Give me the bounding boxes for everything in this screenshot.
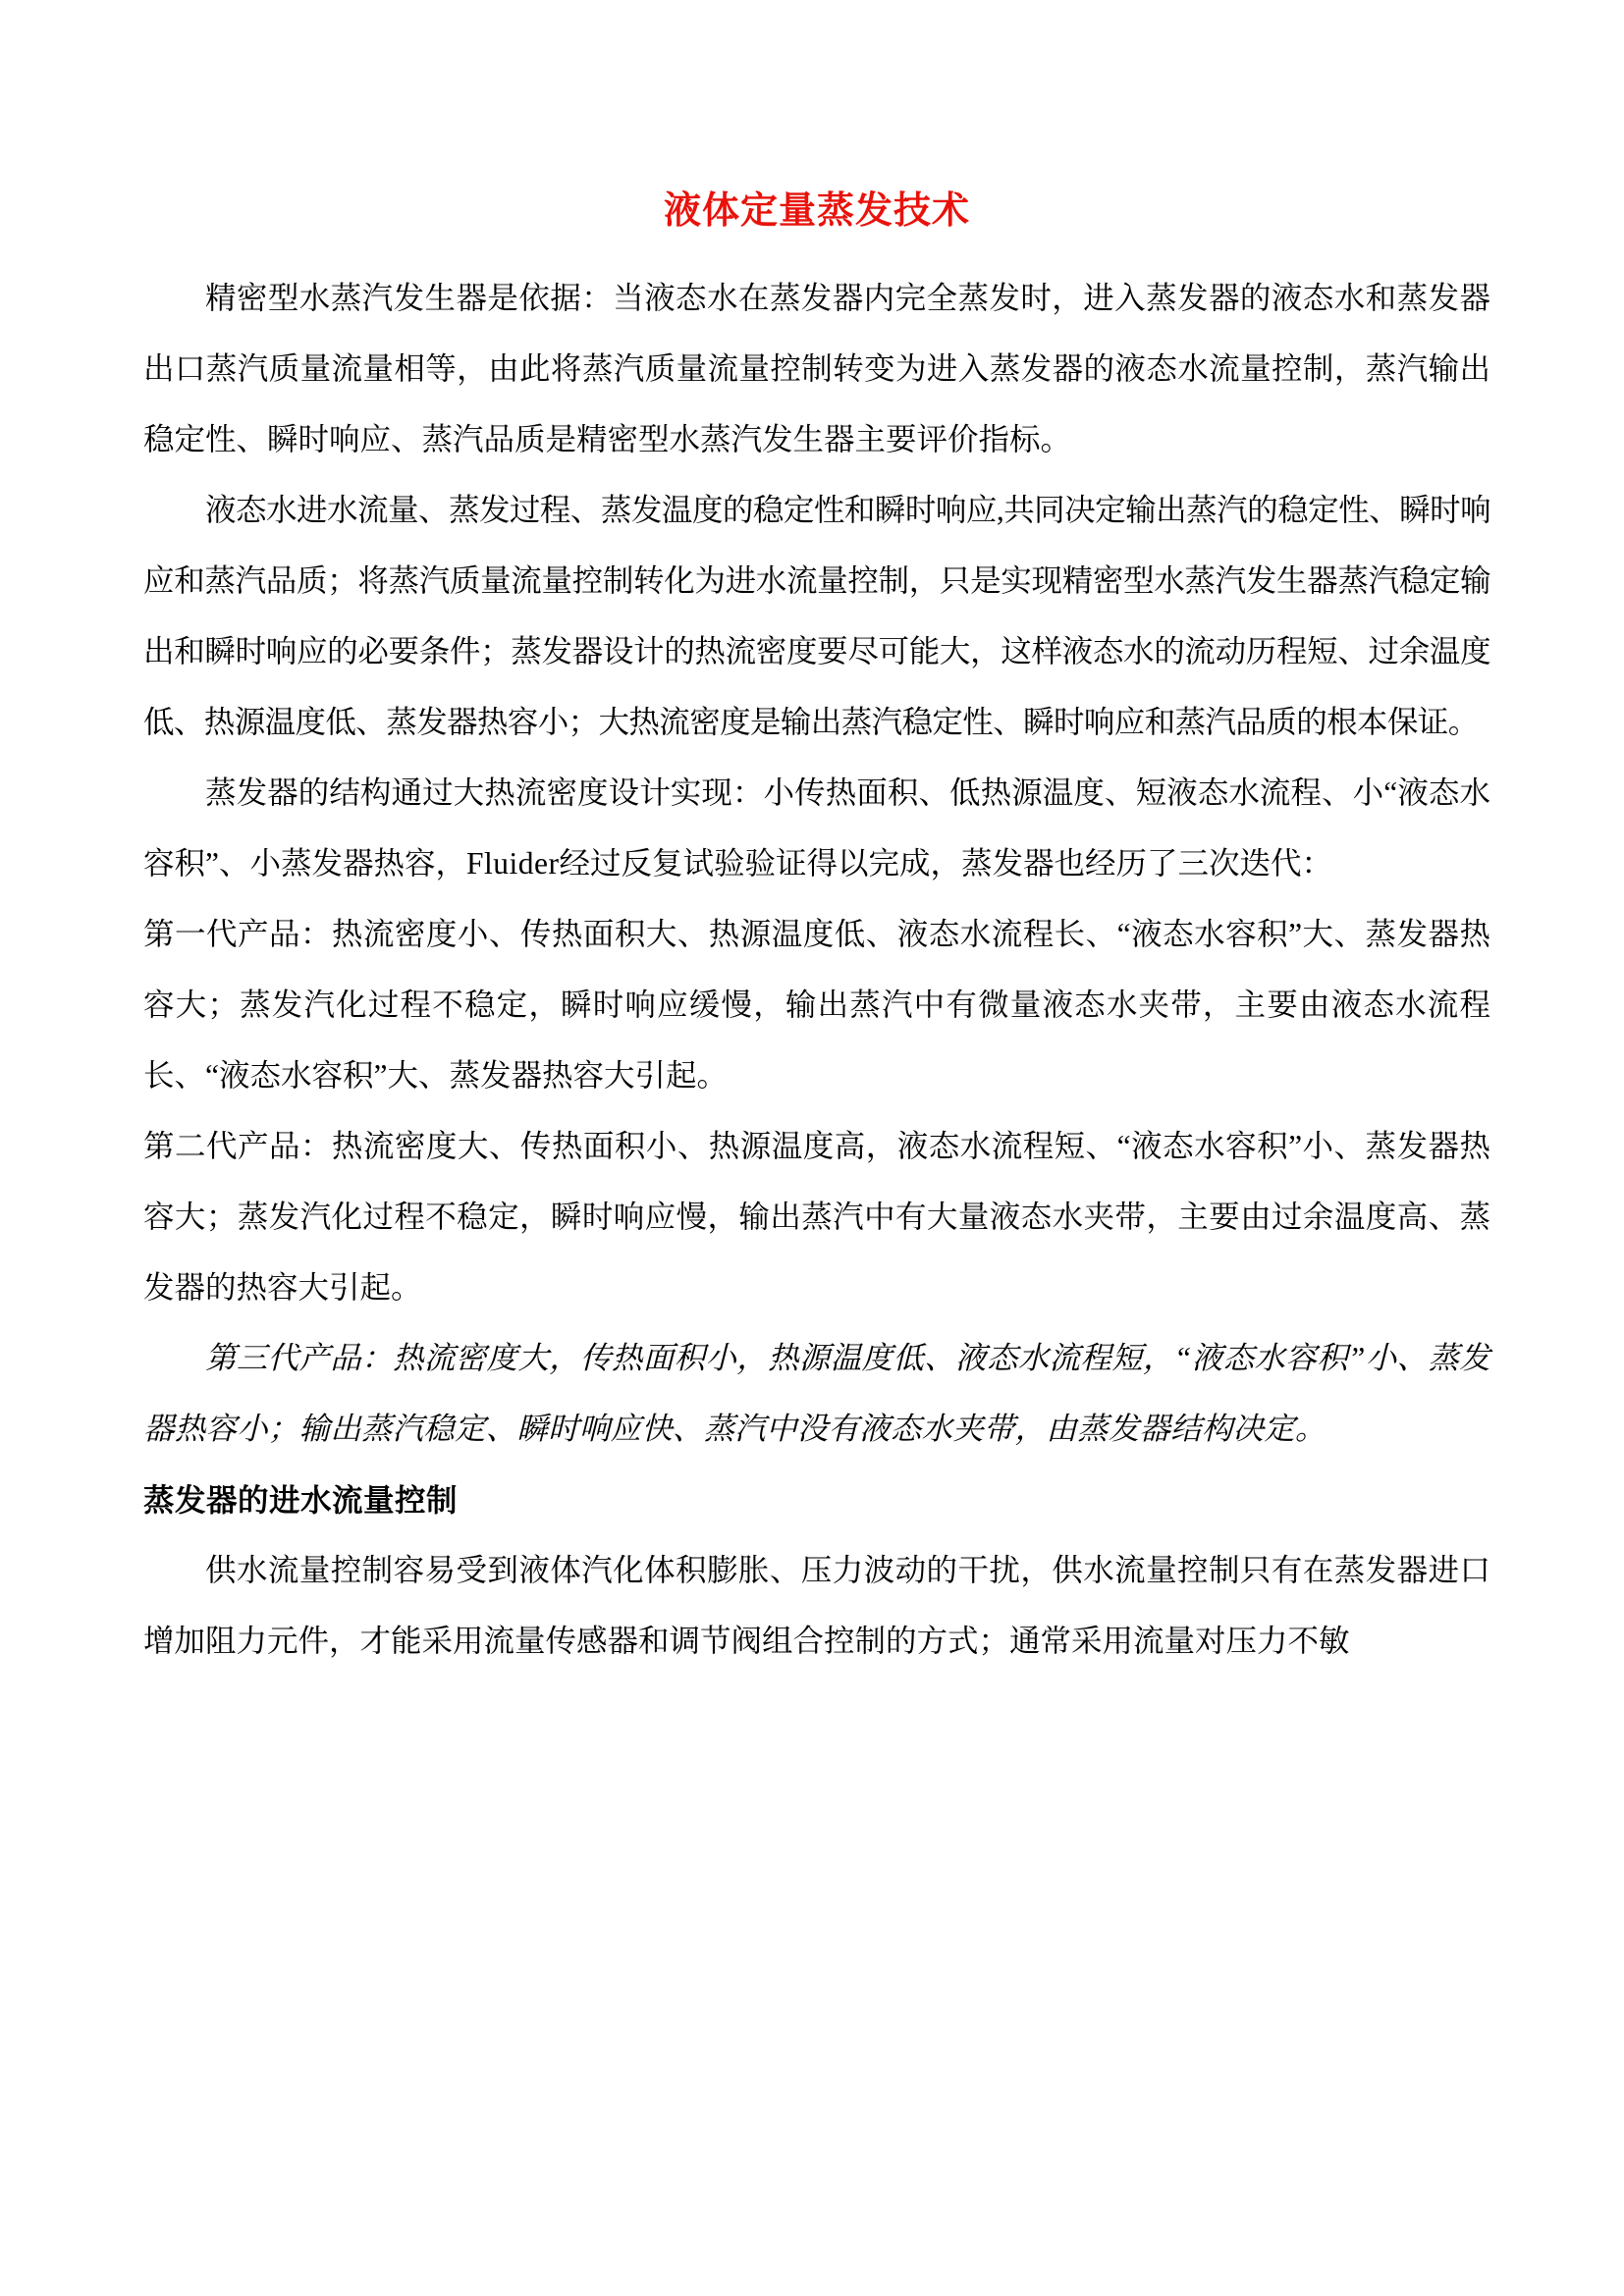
paragraph-generation-3: 第三代产品：热流密度大，传热面积小，热源温度低、液态水流程短，“液态水容积”小、蒸发器热容小；输出蒸汽稳定、瞬时响应快、蒸汽中没有液态水夹带，由蒸发器结构决定。 [143,1341,1490,1446]
paragraph-generation-1: 第一代产品：热流密度小、传热面积大、热源温度低、液态水流程长、“液态水容积”大、蒸发器热容大；蒸发汽化过程不稳定，瞬时响应缓慢，输出蒸汽中有微量液态水夹带，主要由液态水流程长、“液态水容积”大、蒸发器热容大引起。 [143,917,1490,1093]
document-content [143,0,1490,1677]
paragraph-1: 精密型水蒸汽发生器是依据：当液态水在蒸发器内完全蒸发时，进入蒸发器的液态水和蒸发器出口蒸汽质量流量相等，由此将蒸汽质量流量控制转变为进入蒸发器的液态水流量控制，蒸汽输出稳定性、瞬时响应、蒸汽品质是精密型水蒸汽发生器主要评价指标。 [143,281,1490,456]
paragraph-3-text-before: 蒸发器的结构通过大热流密度设计实现：小传热面积、低热源温度、短液态水流程、小“液态水容积”、小蒸发器热容， [143,775,1490,881]
paragraph-2: 液态水进水流量、蒸发过程、蒸发温度的稳定性和瞬时响应,共同决定输出蒸汽的稳定性、瞬时响应和蒸汽品质；将蒸汽质量流量控制转化为进水流量控制，只是实现精密型水蒸汽发生器蒸汽稳定输出和瞬时响应的必要条件；蒸发器设计的热流密度要尽可能大，这样液态水的流动历程短、过余温度低、热源温度低、蒸发器热容小；大热流密度是输出蒸汽稳定性、瞬时响应和蒸汽品质的根本保证。 [143,493,1490,739]
section-heading-inlet-flow-control: 蒸发器的进水流量控制 [143,1482,459,1518]
paragraph-3 [143,758,1490,899]
paragraph-3-text-after: 经过反复试验验证得以完成，蒸发器也经历了三次迭代： [559,846,1332,881]
brand-name-fluider: Fluider [465,846,560,881]
paragraph-generation-2: 第二代产品：热流密度大、传热面积小、热源温度高，液态水流程短、“液态水容积”小、蒸发器热容大；蒸发汽化过程不稳定，瞬时响应慢，输出蒸汽中有大量液态水夹带，主要由过余温度高、蒸发器的热容大引起。 [143,1129,1490,1305]
page-title: 液体定量蒸发技术 [663,190,970,232]
paragraph-7: 供水流量控制容易受到液体汽化体积膨胀、压力波动的干扰，供水流量控制只有在蒸发器进口增加阻力元件，才能采用流量传感器和调节阀组合控制的方式；通常采用流量对压力不敏 [143,1553,1490,1658]
